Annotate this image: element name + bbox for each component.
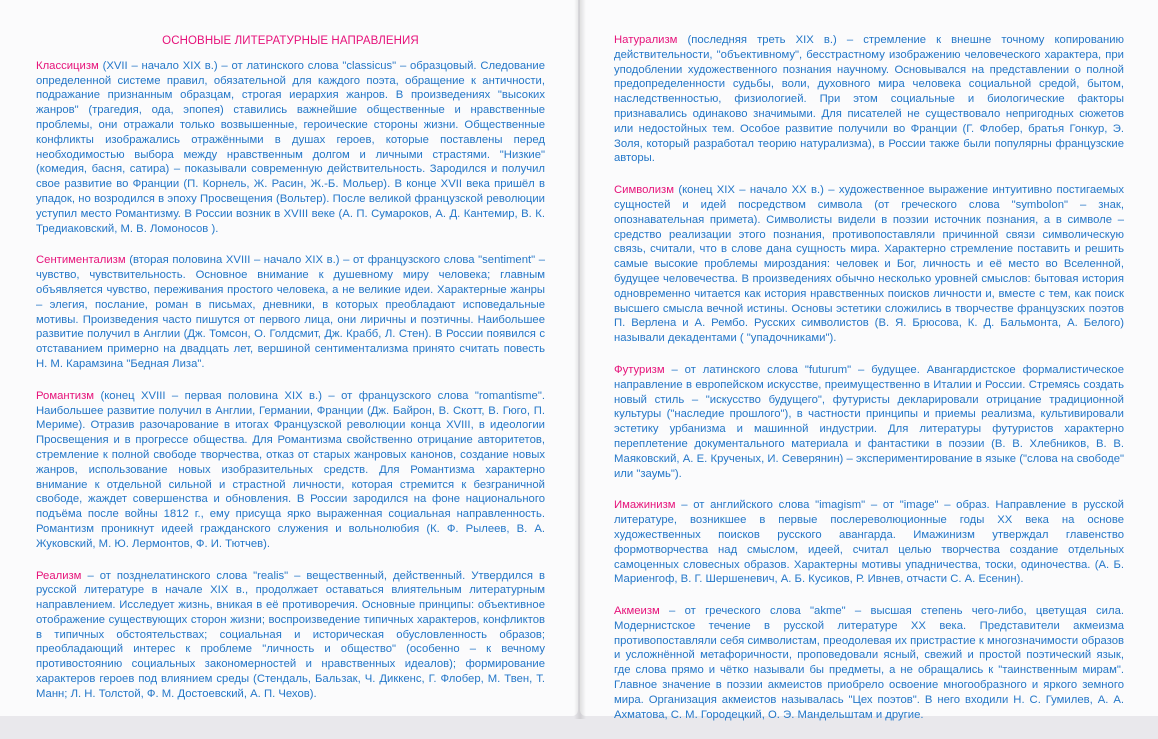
entry-imaginism (614, 498, 1124, 587)
entry-term: Имажинизм (614, 499, 676, 512)
entry-futurism (614, 363, 1124, 481)
entry-text: (последняя треть XIX в.) – стремление к внешне точному копированию действительности, "объективному", бесстрастному изображению человеческого характера, при уподоблении художественного познания научному. Основывался на представлении о полной предопределенности судьбы, воли, духовного мира человека социальной средой, бытом, наследственностью, физиологией. При этом социальные и биологические факторы признавались одинаково значимыми. Для писателей не существовало непригодных сюжетов или недостойных тем. Особое развитие получили во Франции (Г. Флобер, братья Гонкур, Э. Золя, который разработал теорию натурализма), в России также были популярны французские авторы. (614, 34, 1124, 165)
left-column (36, 34, 545, 719)
entry-text: (конец XIX – начало XX в.) – художественное выражение интуитивно постигаемых сущностей и идей посредством символа (от греческого слова "symbolon" – знак, опознавательная примета). Символисты видели в поэзии источник познания, а в символе – средство реализации этого познания, противопоставляли причинной связи символическую связь, считали, что в слове дана сущность мира. Характерно стремление поставить и решить самые высокие проблемы мироздания: человек и Бог, личность и её место во Вселенной, будущее человечества. В произведениях обычно несколько уровней смыслов: бытовая история одновременно читается как история нравственных поисков личности и, вместе с тем, как поиск высшего смысла вечной истины. Основы эстетики сложились в творчестве французских поэтов П. Верлена и А. Рембо. Русских символистов (В. Я. Брюсова, К. Д. Бальмонта, А. Белого) называли декадентами ( "упадочниками"). (614, 184, 1124, 345)
entry-text: – от греческого слова "akme" – высшая степень чего-либо, цветущая сила. Модернистское течение в русской литературе XX века. Представители акмеизма противопоставляли себя символистам, преодолевая их пристрастие к многозначимости образов и усложнённой метафоричности, проповедовали ясный, свежий и простой поэтический язык, где слова прямо и чётко называли бы предметы, а не обращались к "таинственным мирам". Главное значение в поэзии акмеистов приобрело освоение многообразного и яркого земного мира. Организация акмеистов называлась "Цех поэтов". В него входили Н. С. Гумилев, А. А. Ахматова, С. М. Городецкий, О. Э. Мандельштам и другие. (614, 605, 1124, 721)
entry-sentimentalism (36, 253, 545, 371)
entry-text: – от позднелатинского слова "realis" – вещественный, действенный. Утвердился в русской литературе в начале XIX в., продолжает оставаться влиятельным литературным направлением. Исследует жизнь, вникая в её противоречия. Основные принципы: объективное отображение существующих сторон жизни; воспроизведение типичных характеров, конфликтов в типичных обстоятельствах; социальная и историческая обусловленность образов; преобладающий интерес к проблеме "личность и общество" (особенно – к вечному противостоянию социальных закономерностей и нравственных идеалов); формирование характеров героев под влиянием среды (Стендаль, Бальзак, Ч. Диккенс, Г. Флобер, М. Твен, Т. Манн; Л. Н. Толстой, Ф. М. Достоевский, А. П. Чехов). (36, 569, 545, 700)
entry-text: – от английского слова "imagism" – от "image" – образ. Направление в русской литературе, возникшее в первые послереволюционные годы XX века на основе художественных поисков русского авангарда. Имажинизм утверждал главенство формотворчества над смыслом, идеей, считал целью творчества создание отдельных самоценных словесных образов. Характерны мотивы упадничества, тоски, одиночества. (А. Б. Мариенгоф, В. Г. Шершеневич, А. Б. Кусиков, Р. Ивнев, отчасти С. А. Есенин). (614, 499, 1124, 586)
entry-term: Акмеизм (614, 605, 660, 618)
entry-term: Футуризм (614, 363, 665, 376)
entry-classicism (36, 59, 545, 237)
entry-text: (вторая половина XVIII – начало XIX в.) – от французского слова "sentiment" – чувство, чувствительность. Основное внимание к душевному миру человека; главным объявляется чувство, переживания простого человека, а не великие идеи. Характерные жанры – элегия, послание, роман в письмах, дневники, в которых преобладают исповедальные мотивы. Произведения часто пишутся от первого лица, они лиричны и поэтичны. Наибольшее развитие получил в Англии (Дж. Томсон, О. Голдсмит, Дж. Крабб, Л. Стен). В России появился с отставанием примерно на двадцать лет, вершиной сентиментализма принято считать повесть Н. М. Карамзина "Бедная Лиза". (36, 254, 545, 370)
right-column (614, 33, 1124, 739)
page-title: ОСНОВНЫЕ ЛИТЕРАТУРНЫЕ НАПРАВЛЕНИЯ (162, 35, 419, 47)
entry-term: Сентиментализм (36, 254, 126, 267)
entry-term: Символизм (614, 184, 674, 197)
entry-naturalism (614, 33, 1124, 166)
entry-term: Классицизм (36, 59, 99, 72)
entry-romanticism (36, 389, 545, 552)
entry-symbolism (614, 183, 1124, 346)
entry-text: (XVII – начало XIX в.) – от латинского слова "classicus" – образцовый. Следование определенной системе правил, обязательной для каждого поэта, обращение к античности, подражание признанным образцам, строгая иерархия жанров. В произведениях "высоких жанров" (трагедия, ода, эпопея) ставились важнейшие общественные и нравственные проблемы, они отражали только возвышенные, героические стороны жизни. Общественные конфликты изображались отражёнными в душах героев, которые поставлены перед необходимостью выбора между нравственным долгом и личными страстями. "Низкие" (комедия, басня, сатира) – показывали современную действительность. Зародился и получил свое развитие во Франции (П. Корнель, Ж. Расин, Ж.-Б. Мольер). В конце XVII века пришёл в упадок, но возродился в эпоху Просвещения (Вольтер). После великой французской революции уступил место Романтизму. В России возник в XVIII веке (А. П. Сумароков, А. Д. Кантемир, В. К. Тредиаковский, М. В. Ломоносов ). (36, 59, 545, 235)
book-gutter (574, 0, 586, 719)
entry-acmeism (614, 604, 1124, 722)
entry-term: Натурализм (614, 34, 678, 46)
entry-term: Реализм (36, 569, 82, 582)
entry-text: (конец XVIII – первая половина XIX в.) – от французского слова "romantisme". Наибольшее развитие получил в Англии, Германии, Франции (Дж. Байрон, В. Скотт, В. Гюго, П. Мериме). Отразив разочарование в итогах Французской революции конца XVIII, в идеологии Просвещения и в прогрессе общества. Для Романтизма свойственно отрицание авторитетов, стремление к полной свободе творчества, отказ от старых жанровых канонов, создание новых жанров, использование новых изобразительных средств. Для Романтизма характерно внимание к отдельной сильной и страстной личности, которая стремится к безграничной свободе, жаждет совершенства и обновления. В России зародился на фоне национального подъёма после войны 1812 г., ему присуща ярко выраженная социальная направленность. Романтизм проникнут идеей гражданского служения и вольнолюбия (К. Ф. Рылеев, В. А. Жуковский, М. Ю. Лермонтов, Ф. И. Тютчев). (36, 389, 545, 550)
entry-term: Романтизм (36, 389, 95, 402)
entry-realism (36, 569, 545, 702)
entry-text: – от латинского слова "futurum" – будущее. Авангардистское формалистическое направление в европейском искусстве, преимущественно в Италии и России. Стремясь создать новый стиль – "искусство будущего", футуристы декларировали отрицание традиционной культуры ("наследие прошлого"), в частности принципы и приемы реализма, культивировали эстетику урбанизма и машинной индустрии. Для литературы футуристов характерно переплетение документального материала и фантастики в поэзии (В. В. Хлебников, В. В. Маяковский, А. Е. Крученых, И. Северянин) – экспериментирование в языке ("слова на свободе" или "заумь"). (614, 363, 1124, 480)
